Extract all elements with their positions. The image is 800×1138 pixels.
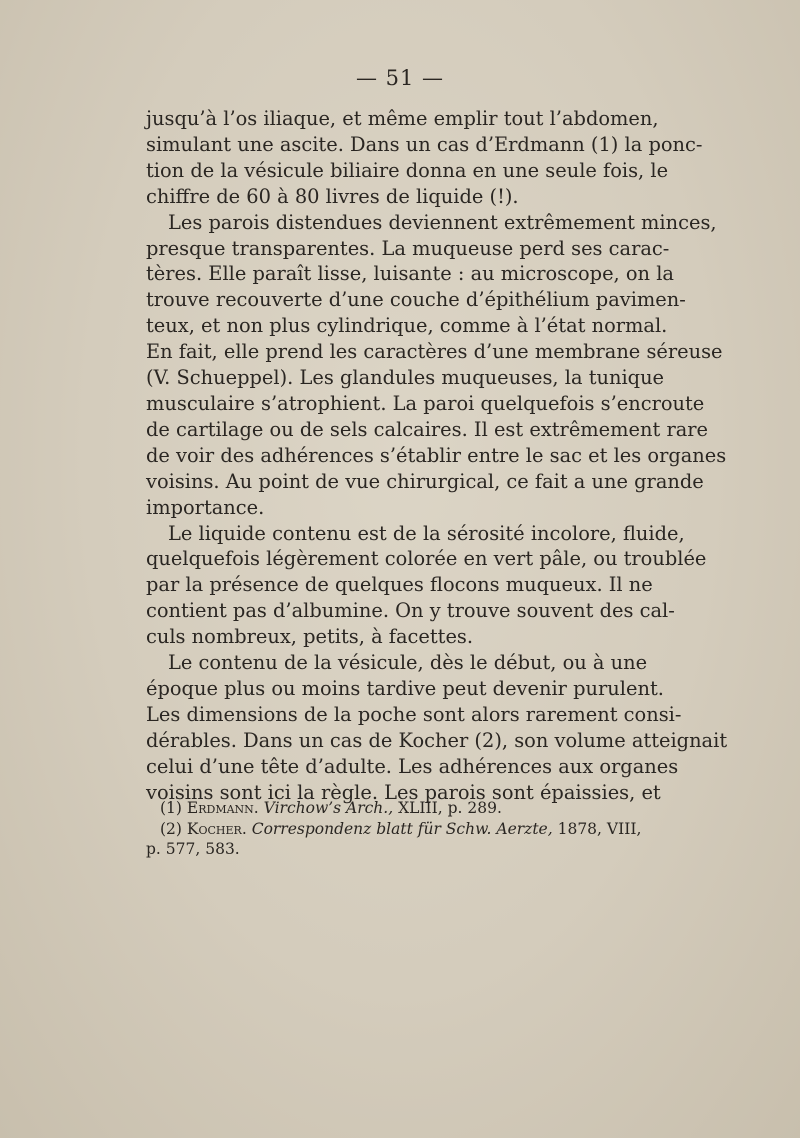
footnotes	[146, 798, 642, 860]
body-text	[146, 106, 728, 805]
text-line: jusqu’à l’os iliaque, et même emplir tout l’abdomen,	[146, 107, 659, 130]
text-line: importance.	[146, 495, 265, 519]
text-line: tères. Elle paraît lisse, luisante : au microscope, on la	[146, 262, 674, 286]
footnote-2	[146, 819, 642, 840]
footnote-2-author: Kocher.	[186, 819, 247, 838]
text-line: dérables. Dans un cas de Kocher (2), son volume atteignait	[146, 728, 728, 752]
footnote-1-marker: (1)	[160, 799, 182, 817]
footnote-2-marker: (2)	[160, 819, 182, 838]
text-line: chiffre de 60 à 80 livres de liquide (!).	[146, 184, 519, 208]
text-line: voisins sont ici la règle. Les parois sont épaissies, et	[146, 780, 661, 804]
text-line: contient pas d’albumine. On y trouve souvent des cal-	[146, 599, 675, 623]
text-line: Les parois distendues deviennent extrêmement minces,	[168, 210, 717, 234]
text-line: celui d’une tête d’adulte. Les adhérences aux organes	[146, 754, 679, 778]
text-line: Le liquide contenu est de la sérosité incolore, fluide,	[168, 521, 685, 545]
text-line: par la présence de quelques flocons muqueux. Il ne	[146, 573, 653, 597]
footnote-1-work: Virchow’s Arch.,	[263, 799, 394, 817]
footnote-1	[146, 798, 628, 819]
text-line: de voir des adhérences s’établir entre le sac et les organes	[146, 443, 727, 467]
footnote-1-rest: XLIII, p. 289.	[398, 799, 502, 817]
text-line: de cartilage ou de sels calcaires. Il est extrêmement rare	[146, 417, 709, 441]
text-line: culs nombreux, petits, à facettes.	[146, 625, 474, 649]
text-line: voisins. Au point de vue chirurgical, ce fait a une grande	[146, 469, 704, 493]
text-line: presque transparentes. La muqueuse perd ses carac-	[146, 236, 670, 260]
text-line: teux, et non plus cylindrique, comme à l’état normal.	[146, 314, 668, 338]
footnote-2-work: Correspondenz blatt für Schw. Aerzte,	[251, 819, 553, 838]
text-line: musculaire s’atrophient. La paroi quelquefois s’encroute	[146, 391, 705, 415]
footnote-2-continuation: p. 577, 583.	[146, 840, 240, 858]
text-line: quelquefois légèrement colorée en vert pâle, ou troublée	[146, 547, 707, 571]
page-number: — 51 —	[355, 66, 445, 90]
footnote-1-author: Erdmann.	[186, 799, 259, 817]
text-line: simulant une ascite. Dans un cas d’Erdmann (1) la ponc-	[146, 132, 703, 156]
text-line: (V. Schueppel). Les glandules muqueuses, la tunique	[146, 366, 665, 390]
text-line: Les dimensions de la poche sont alors rarement consi-	[146, 702, 682, 726]
text-line: trouve recouverte d’une couche d’épithélium pavimen-	[146, 288, 686, 312]
footnote-2-rest: 1878, VIII,	[557, 819, 642, 838]
text-line: tion de la vésicule biliaire donna en une seule fois, le	[146, 158, 669, 182]
text-line: époque plus ou moins tardive peut devenir purulent.	[146, 676, 664, 700]
text-line: En fait, elle prend les caractères d’une membrane séreuse	[146, 340, 723, 364]
text-line: Le contenu de la vésicule, dès le début, ou à une	[168, 651, 648, 675]
